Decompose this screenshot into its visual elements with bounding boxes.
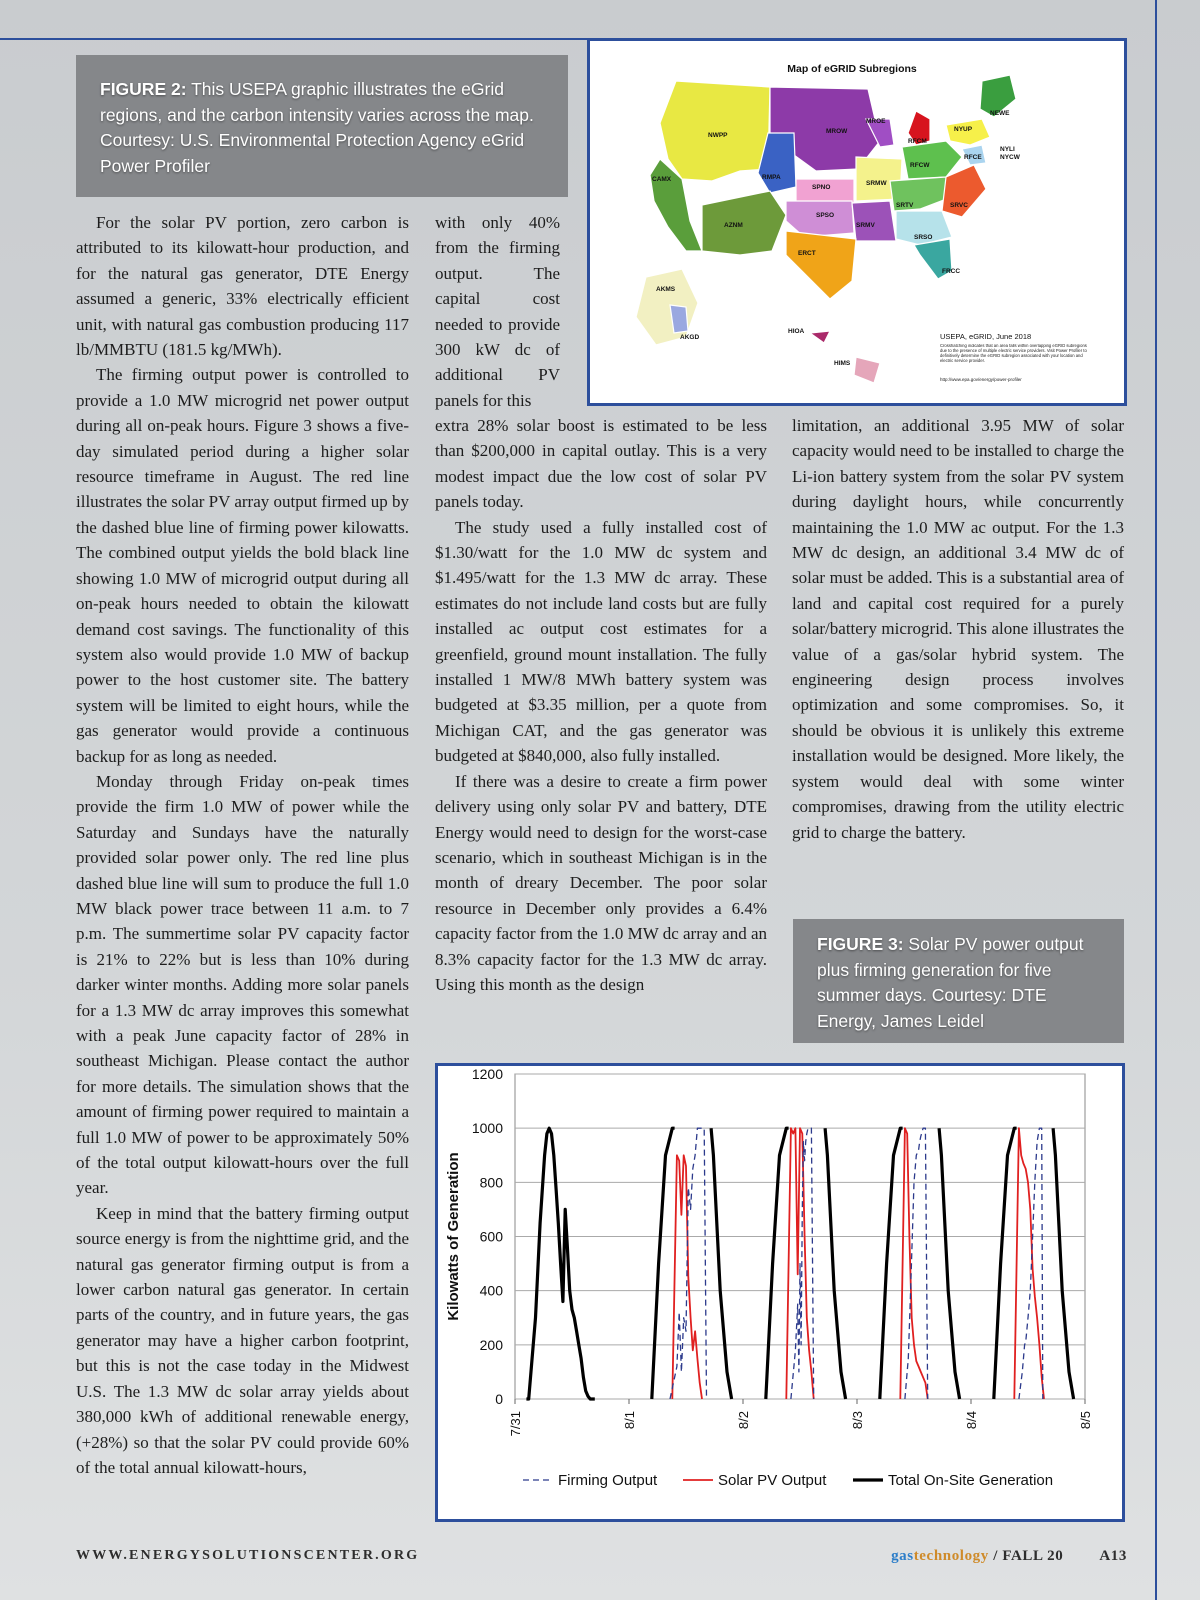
label-nycw: NYCW [1000,154,1020,161]
label-mroe: MROE [866,118,886,125]
region-erct [786,231,856,299]
legend-label-firming-output: Firming Output [558,1472,658,1489]
label-srso: SRSO [914,234,933,241]
label-rfce: RFCE [964,154,982,161]
legend-label-solar-pv-output: Solar PV Output [718,1472,827,1489]
col2-paragraph-2: The study used a fully installed cost of $1.30/watt for the 1.0 MW dc system and $1.495/watt for the 1.3 MW dc array. These estimates do not include land costs but are fully installed ac output cost estimates for a greenfield, ground mount installation. The fully installed 1 MW/8 MWh battery system was budgeted at $3.35 million, per a quote from Michigan CAT, and the gas generator was budgeted at $840,000, also fully installed. [435,517,767,766]
label-hims: HIMS [834,360,851,367]
body-column-1 [76,210,409,1480]
y-tick-label: 800 [479,1174,503,1191]
y-tick-label: 0 [495,1391,503,1407]
label-spso: SPSO [816,212,835,219]
label-srmv: SRMV [856,222,875,229]
region-hims [854,357,880,383]
y-axis-label: Kilowatts of Generation [445,1152,462,1321]
col2-top-paragraph: with only 40% from the firming output. The capital cost needed to provide 300 kW dc of additional PV panels for this [435,213,560,410]
y-tick-label: 1200 [471,1066,503,1082]
footer-page-number: A13 [1099,1548,1127,1564]
body-column-3 [792,413,1124,845]
label-akms: AKMS [656,286,676,293]
footer-brand-gas: gas [891,1548,914,1564]
y-tick-label: 600 [479,1228,503,1245]
x-tick-label: 8/1 [622,1411,637,1430]
figure-2-caption [76,55,568,197]
region-nwpp [660,81,770,181]
col2-paragraph-3: If there was a desire to create a firm power delivery using only solar PV and battery, DTE Energy would need to design for the worst-case scenario, which in southeast Michigan is in the month of dreary December. The poor solar resource in December only provides a 6.4% capacity factor from the 1.0 MW dc array and an 8.3% capacity factor for the 1.3 MW dc array. Using this month as the design [435,771,767,994]
label-rmpa: RMPA [762,174,781,181]
label-spno: SPNO [812,184,831,191]
footer-brand-technology: technology [913,1548,989,1564]
figure-3-caption [793,919,1124,1043]
footer-issue: / FALL 20 [988,1548,1064,1564]
egrid-map-figure [587,38,1127,406]
footer-website: WWW.ENERGYSOLUTIONSCENTER.ORG [76,1548,420,1563]
label-rfcm: RFCM [908,138,927,145]
figure-3-label: FIGURE 3: [817,934,904,954]
label-newe: NEWE [990,110,1010,117]
y-tick-label: 400 [479,1282,503,1299]
label-nyup: NYUP [954,126,973,133]
label-nyli: NYLI [1000,146,1015,153]
legend-label-total-on-site-generation: Total On-Site Generation [888,1472,1054,1489]
body-column-2 [435,413,767,997]
map-title: Map of eGRID Subregions [787,63,917,75]
x-tick-label: 8/4 [964,1411,979,1430]
col1-paragraph-1: For the solar PV portion, zero carbon is attributed to its kilowatt-hour production, and for the natural gas generator, DTE Energy assumed a generic, 33% electrically efficient unit, with natural gas combustion producing 117 lb/MMBTU (181.5 kg/MWh). [76,213,409,360]
y-tick-label: 1000 [471,1120,503,1137]
label-camx: CAMX [652,176,672,183]
top-rule [0,38,590,40]
col1-paragraph-2: The firming output power is controlled to provide a 1.0 MW microgrid net power output during all on-peak hours. Figure 3 shows a five-day simulated period during a higher solar resource timeframe in August. The red line illustrates the solar PV array output firmed up by the dashed blue line of firming power kilowatts. The combined output yields the bold black line showing 1.0 MW of microgrid output during all on-peak hours needed to obtain the kilowatt demand cost savings. The functionality of this system also would provide 1.0 MW of backup power to the host customer site. The battery system will be limited to eight hours, while the gas generator would provide a continuous backup for as long as needed. [76,365,410,766]
label-nwpp: NWPP [708,132,728,139]
region-rfcw [902,141,962,179]
map-url: http://www.epa.gov/energy/power-profiler [940,377,1022,382]
y-tick-label: 200 [479,1336,503,1353]
col3-paragraph-1: limitation, an additional 3.95 MW of solar capacity would need to be installed to charge the Li-ion battery system from the solar PV system during daylight hours, while concurrently maintaining the 1.0 MW ac output. For the 1.3 MW dc design, an additional 3.4 MW dc of solar must be added. This is a substantial area of land and capital cost required for a purely solar/battery microgrid. This alone illustrates the value of a gas/solar hybrid system. The engineering design process involves optimization and some compromises. So, it should be obvious it is unlikely this extreme installation would be designed. More likely, the system would deal with some winter compromises, drawing from the utility electric grid to charge the battery. [792,416,1124,842]
label-rfcw: RFCW [910,162,930,169]
col1-paragraph-3: Monday through Friday on-peak times provide the firm 1.0 MW of power while the Saturday and Sundays have the naturally provided solar power only. The red line plus dashed blue line will sum to produce the full 1.0 MW black power trace between 11 a.m. to 7 p.m. The summertime solar PV capacity factor is 21% to 22% but is less than 10% during darker winter months. Adding more solar panels for a 1.3 MW dc array improves this somewhat with a peak June capacity factor of 28% in southeast Michigan. Please contact the author for more details. The simulation shows that the amount of firming power required to maintain a full 1.0 MW of power to be approximately 50% of the total output kilowatt-hours over the full year. [76,771,409,1198]
label-mrow: MROW [826,128,848,135]
col1-paragraph-4: Keep in mind that the battery firming output source energy is from the nighttime grid, and the natural gas generator firming output is from a lower carbon natural gas generator. In certain parts of the country, and in future years, the gas generator may have a higher carbon footprint, but this is not the case today in the Midwest U.S. The 1.3 MW dc solar array yields about 380,000 kWh of additional renewable energy, (+28%) so that the solar PV could provide 60% of the total annual kilowatt-hours, [76,1203,409,1477]
generation-chart-figure [435,1063,1125,1522]
label-aznm: AZNM [724,222,743,229]
col2-paragraph-1: extra 28% solar boost is estimated to be less than $200,000 in capital outlay. This is a very modest impact due the low cost of solar PV panels today. [435,416,767,512]
x-tick-label: 7/31 [508,1411,523,1437]
egrid-map [590,41,1124,403]
label-frcc: FRCC [942,268,961,275]
label-srvc: SRVC [950,202,968,209]
label-srmw: SRMW [866,180,887,187]
label-erct: ERCT [798,250,816,257]
figure-2-label: FIGURE 2: [100,79,187,99]
x-tick-label: 8/2 [736,1411,751,1430]
right-rule [1155,0,1157,1600]
figure-2-text: This USEPA graphic illustrates the eGrid regions, and the carbon intensity varies across the map. Courtesy: U.S. Environmental Protection Agency eGrid Power Profiler [100,79,534,176]
footer-masthead [891,1548,1127,1565]
region-spno [796,179,854,203]
figure-3-text: Solar PV power output plus firming generation for five summer days. Courtesy: DTE Energy, James Leidel [817,934,1084,1031]
label-srtv: SRTV [896,202,914,209]
region-aznm [702,191,786,255]
x-tick-label: 8/3 [850,1411,865,1430]
label-hioa: HIOA [788,328,805,335]
generation-chart [438,1066,1122,1519]
map-note: Crosshatching indicates that an area falls within overlapping eGRID subregions due to the presence of multiple electric service providers. Visit Power Profiler to definitively determine the eGRID subregion associated with your location and electric service provider. [940,344,1087,363]
label-akgd: AKGD [680,334,700,341]
region-srmv [852,201,896,241]
map-credit: USEPA, eGRID, June 2018 [940,332,1032,341]
x-tick-label: 8/5 [1078,1411,1093,1430]
body-column-2-top [435,210,560,413]
region-hioa [810,331,830,343]
